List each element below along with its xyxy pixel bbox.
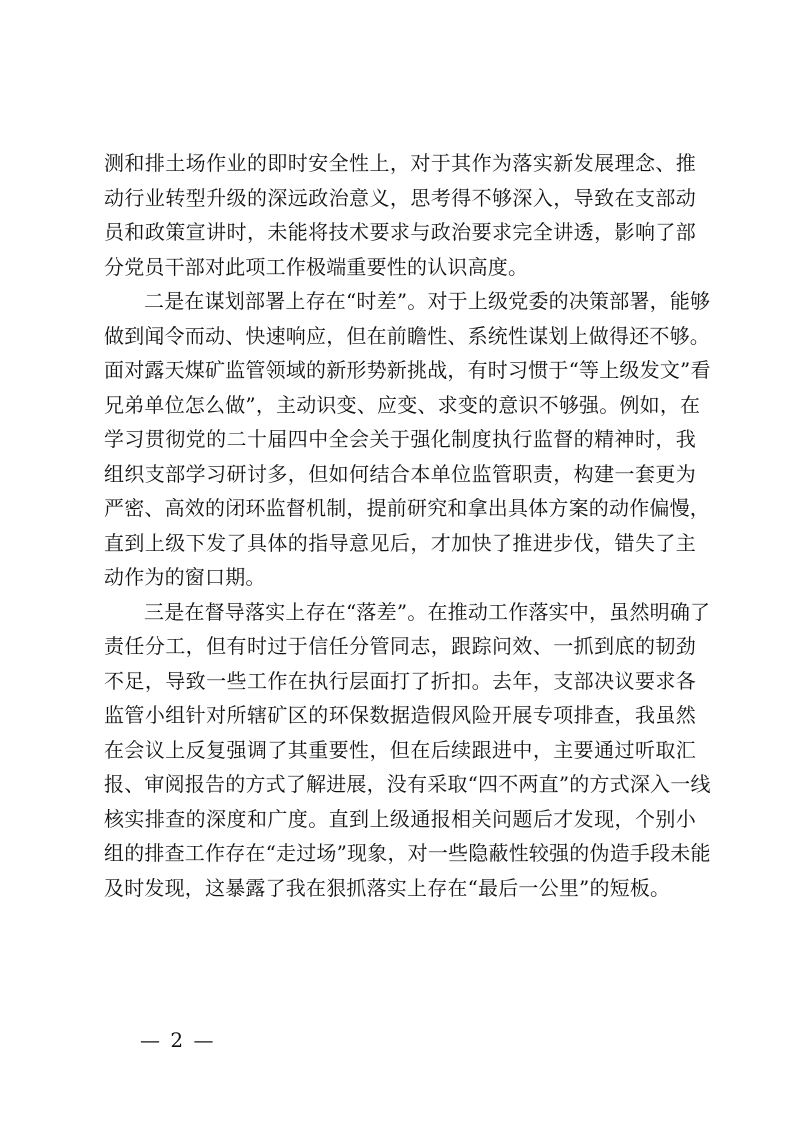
paragraph-3-line-8: 组的排查工作存在“走过场”现象，对一些隐蔽性较强的伪造手段未能 <box>104 841 711 865</box>
paragraph-3-line-9: 及时发现，这暴露了我在狠抓落实上存在“最后一公里”的短板。 <box>104 875 671 900</box>
paragraph-2-line-5: 学习贯彻党的二十届四中全会关于强化制度执行监督的精神时，我 <box>104 427 696 451</box>
page-number: — 2 — <box>140 1028 216 1052</box>
paragraph-2-line-6: 组织支部学习研讨多，但如何结合本单位监管职责，构建一套更为 <box>104 461 696 486</box>
paragraph-2-line-3: 面对露天煤矿监管领域的新形势新挑战，有时习惯于“等上级发文”看 <box>104 358 711 382</box>
paragraph-3-line-6: 报、审阅报告的方式了解进展，没有采取“四不两直”的方式深入一线 <box>104 772 711 796</box>
paragraph-3-line-3: 不足，导致一些工作在执行层面打了折扣。去年，支部决议要求各 <box>104 668 696 693</box>
paragraph-1-line-2: 动行业转型升级的深远政治意义，思考得不够深入，导致在支部动 <box>104 185 696 210</box>
paragraph-2-line-8: 直到上级下发了具体的指导意见后，才加快了推进步伐，错失了主 <box>104 530 696 555</box>
paragraph-3-line-4: 监管小组针对所辖矿区的环保数据造假风险开展专项排查，我虽然 <box>104 703 696 727</box>
paragraph-3-line-1: 三是在督导落实上存在“落差”。在推动工作落实中，虽然明确了 <box>144 599 711 624</box>
paragraph-2-line-7: 严密、高效的闭环监督机制，提前研究和拿出具体方案的动作偏慢， <box>104 496 710 520</box>
paragraph-2-line-2: 做到闻令而动、快速响应，但在前瞻性、系统性谋划上做得还不够。 <box>104 323 710 348</box>
paragraph-1-line-3: 员和政策宣讲时，未能将技术要求与政治要求完全讲透，影响了部 <box>104 220 696 244</box>
paragraph-3-line-7: 核实排查的深度和广度。直到上级通报相关问题后才发现，个别小 <box>104 806 696 831</box>
body-text <box>104 146 711 905</box>
paragraph-2-line-4: 兄弟单位怎么做”，主动识变、应变、求变的意识不够强。例如，在 <box>104 392 701 417</box>
paragraph-3-line-5: 在会议上反复强调了其重要性，但在后续跟进中，主要通过听取汇 <box>104 737 696 762</box>
paragraph-1-line-4: 分党员干部对此项工作极端重要性的认识高度。 <box>104 254 529 279</box>
paragraph-2-line-1: 二是在谋划部署上存在“时差”。对于上级党委的决策部署，能够 <box>144 289 711 313</box>
paragraph-3-line-2: 责任分工，但有时过于信任分管同志，跟踪问效、一抓到底的韧劲 <box>104 634 696 658</box>
paragraph-2-line-9: 动作为的窗口期。 <box>104 565 266 589</box>
paragraph-1-line-1: 测和排土场作业的即时安全性上，对于其作为落实新发展理念、推 <box>104 151 696 175</box>
